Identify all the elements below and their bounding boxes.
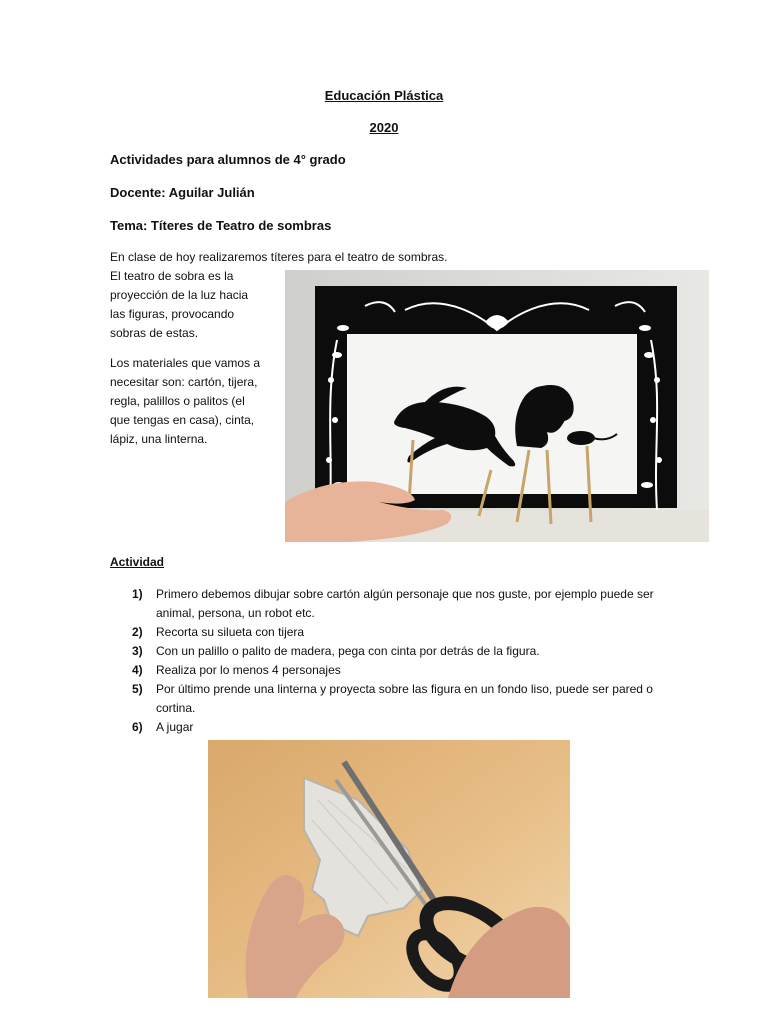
shadow-theatre-photo (285, 270, 709, 542)
list-item (110, 680, 670, 718)
step-text: Realiza por lo menos 4 personajes (156, 663, 341, 677)
shadow-definition (110, 267, 280, 343)
step-text: Primero debemos dibujar sobre cartón algún personaje que nos guste, por ejemplo puede ser animal, persona, un robot etc. (156, 587, 654, 620)
year-title: 2020 (369, 120, 399, 135)
topic-heading: Tema: Títeres de Teatro de sombras (110, 218, 332, 233)
cutting-cardboard-photo (208, 740, 570, 998)
step-number: 6) (132, 720, 143, 734)
intro-line: En clase de hoy realizaremos títeres para el teatro de sombras. (110, 250, 448, 264)
list-item (110, 642, 670, 661)
definition-row: proyección de la luz hacia (110, 288, 249, 302)
list-item (110, 585, 670, 623)
materials-row: lápiz, una linterna. (110, 432, 208, 446)
materials-paragraph (110, 354, 280, 449)
steps-list (110, 585, 670, 737)
definition-row: El teatro de sobra es la (110, 269, 234, 283)
materials-row: regla, palillos o palitos (el (110, 394, 245, 408)
step-text: Con un palillo o palito de madera, pega con cinta por detrás de la figura. (156, 644, 540, 658)
activity-title: Actividad (110, 555, 165, 569)
activities-heading: Actividades para alumnos de 4° grado (110, 152, 346, 167)
step-number: 1) (132, 587, 143, 601)
list-item (110, 718, 670, 737)
teacher-heading: Docente: Aguilar Julián (110, 185, 255, 200)
materials-row: que tengas en casa), cinta, (110, 413, 255, 427)
definition-row: las figuras, provocando (110, 307, 235, 321)
list-item (110, 623, 670, 642)
step-number: 5) (132, 682, 143, 696)
step-number: 4) (132, 663, 143, 677)
step-number: 2) (132, 625, 143, 639)
mouse-silhouette (567, 431, 595, 445)
materials-row: necesitar son: cartón, tijera, (110, 375, 258, 389)
definition-row: sobras de estas. (110, 326, 199, 340)
step-text: Recorta su silueta con tijera (156, 625, 305, 639)
step-number: 3) (132, 644, 143, 658)
materials-row: Los materiales que vamos a (110, 356, 261, 370)
subject-title: Educación Plástica (324, 88, 444, 103)
list-item (110, 661, 670, 680)
step-text: Por último prende una linterna y proyecta sobre las figura en un fondo liso, puede ser pared o cortina. (156, 682, 653, 715)
step-text: A jugar (156, 720, 194, 734)
